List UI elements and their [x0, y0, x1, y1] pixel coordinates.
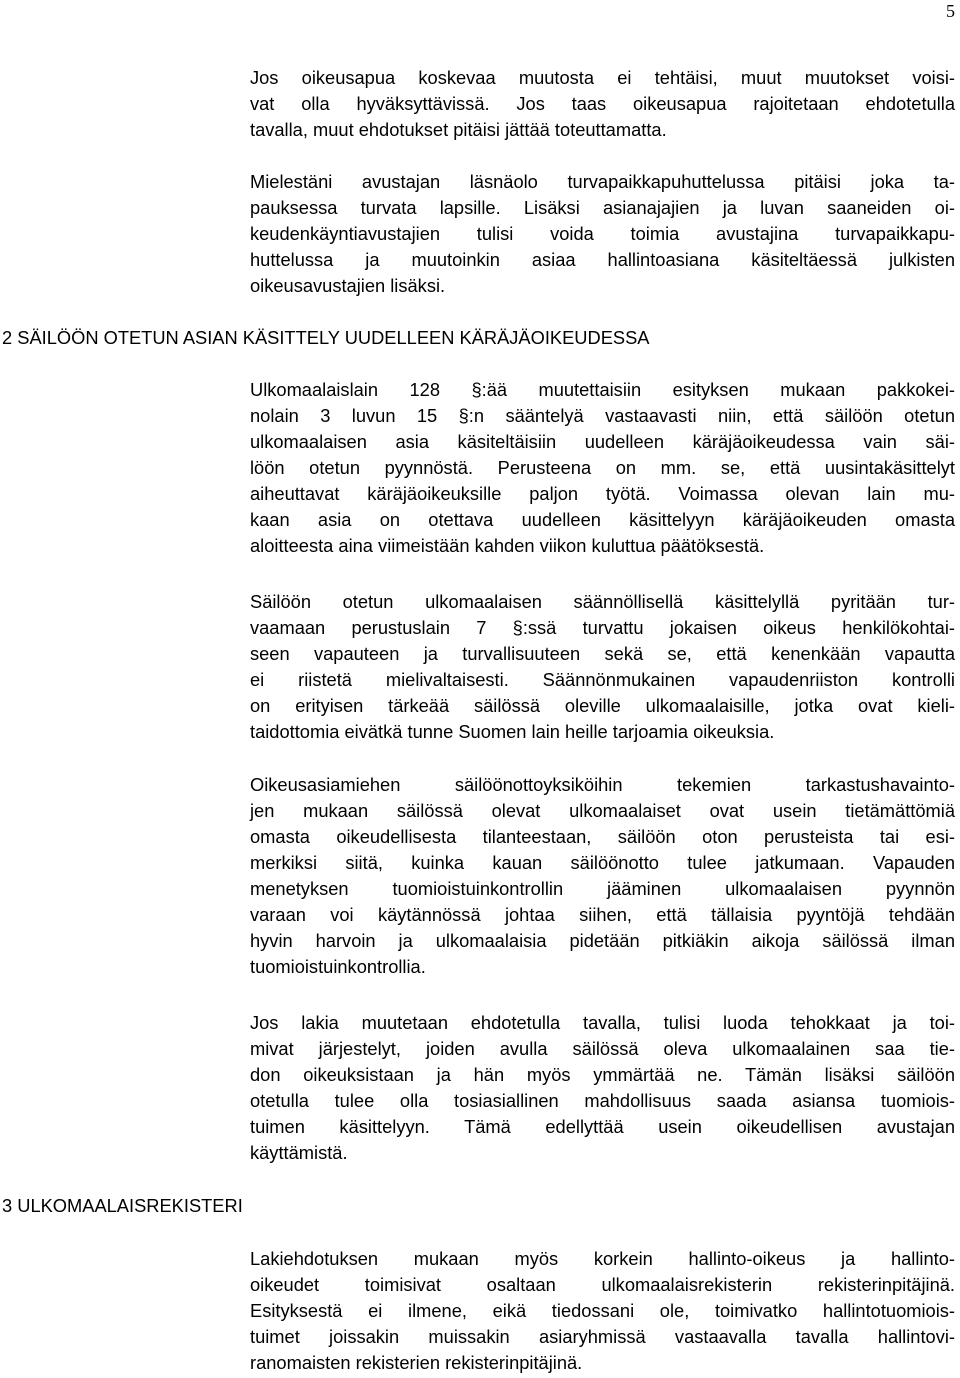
text-line: vaamaan perustuslain 7 §:ssä turvattu jokaisen oikeus henkilökohtai- [250, 617, 955, 638]
paragraph-counsel-presence [250, 169, 955, 299]
text-line: tuimet joissakin muissakin asiaryhmissä vastaavalla tavalla hallintovi- [250, 1326, 955, 1347]
text-line: merkiksi siitä, kuinka kauan säilöönotto tulee jatkumaan. Vapauden [250, 852, 955, 873]
paragraph-ombudsman-findings [250, 772, 955, 980]
text-line: keudenkäyntiavustajien tulisi voida toimia avustajina turvapaikkapu- [250, 223, 955, 244]
text-line: Oikeusasiamiehen säilöönottoyksiköihin tekemien tarkastushavainto- [250, 774, 955, 795]
text-line: otetulla tulee olla tosiasiallinen mahdollisuus saada asiansa tuomiois- [250, 1090, 955, 1111]
text-line: Ulkomaalaislain 128 §:ää muutettaisiin esityksen mukaan pakkokei- [250, 379, 955, 400]
text-line: ei riistetä mielivaltaisesti. Säännönmukainen vapaudenriiston kontrolli [250, 669, 955, 690]
text-line: Jos oikeusapua koskevaa muutosta ei tehtäisi, muut muutokset voisi- [250, 67, 955, 88]
text-line: kaan asia on otettava uudelleen käsittelyyn käräjäoikeuden omasta [250, 509, 955, 530]
text-line: Jos lakia muutetaan ehdotetulla tavalla, tulisi luoda tehokkaat ja toi- [250, 1012, 955, 1033]
text-line: löön otetun pyynnöstä. Perusteena on mm. se, että uusintakäsittelyt [250, 457, 955, 478]
text-line: Säilöön otetun ulkomaalaisen säännöllisellä käsittelyllä pyritään tur- [250, 591, 955, 612]
text-line: oikeusavustajien lisäksi. [250, 275, 446, 296]
text-line: ulkomaalaisen asia käsiteltäisiin uudelleen käräjäoikeudessa vain säi- [250, 431, 955, 452]
paragraph-section-128 [250, 377, 955, 559]
page-number: 5 [946, 1, 955, 21]
text-line: ranomaisten rekisterien rekisterinpitäjinä. [250, 1352, 583, 1373]
text-line: menetyksen tuomioistuinkontrollin jääminen ulkomaalaisen pyynnön [250, 878, 955, 899]
text-line: tuimen käsittelyyn. Tämä edellyttää usein oikeudellisen avustajan [250, 1116, 955, 1137]
text-line: Lakiehdotuksen mukaan myös korkein hallinto-oikeus ja hallinto- [250, 1248, 955, 1269]
text-line: varaan voi käytännössä johtaa siihen, että tällaisia pyyntöjä tehdään [250, 904, 955, 925]
section-heading-2: 2 SÄILÖÖN OTETUN ASIAN KÄSITTELY UUDELLEEN KÄRÄJÄOIKEUDESSA [2, 327, 650, 348]
paragraph-regular-review [250, 589, 955, 745]
text-line: huttelussa ja muutoinkin asiaa hallintoasiana käsiteltäessä julkisten [250, 249, 955, 270]
paragraph-foreigner-register [250, 1246, 955, 1376]
text-line: aiheuttavat käräjäoikeuksille paljon työtä. Voimassa olevan lain mu- [250, 483, 955, 504]
text-line: oikeudet toimisivat osaltaan ulkomaalaisrekisterin rekisterinpitäjinä. [250, 1274, 955, 1295]
text-line: käyttämistä. [250, 1142, 348, 1163]
text-line: pauksessa turvata lapsille. Lisäksi asianajajien ja luvan saaneiden oi- [250, 197, 955, 218]
text-line: omasta oikeudellisesta tilanteestaan, säilöön oton perusteista tai esi- [250, 826, 955, 847]
paragraph-legal-aid-changes [250, 65, 955, 143]
text-line: tuomioistuinkontrollia. [250, 956, 426, 977]
text-line: Mielestäni avustajan läsnäolo turvapaikkapuhuttelussa pitäisi joka ta- [250, 171, 955, 192]
section-heading-3: 3 ULKOMAALAISREKISTERI [2, 1195, 243, 1216]
text-line: on erityisen tärkeää säilössä oleville ulkomaalaisille, jotka ovat kieli- [250, 695, 955, 716]
text-line: seen vapauteen ja turvallisuuteen sekä se, että kenenkään vapautta [250, 643, 955, 664]
text-line: mivat järjestelyt, joiden avulla säilössä oleva ulkomaalainen saa tie- [250, 1038, 955, 1059]
text-line: hyvin harvoin ja ulkomaalaisia pidetään pitkiäkin aikoja säilössä ilman [250, 930, 955, 951]
text-line: taidottomia eivätkä tunne Suomen lain heille tarjoamia oikeuksia. [250, 721, 775, 742]
text-line: Esityksestä ei ilmene, eikä tiedossani ole, toimivatko hallintotuomiois- [250, 1300, 955, 1321]
text-line: jen mukaan säilössä olevat ulkomaalaiset ovat usein tietämättömiä [250, 800, 955, 821]
text-line: aloitteesta aina viimeistään kahden viikon kuluttua päätöksestä. [250, 535, 765, 556]
paragraph-effective-arrangements [250, 1010, 955, 1166]
text-line: vat olla hyväksyttävissä. Jos taas oikeusapua rajoitetaan ehdotetulla [250, 93, 955, 114]
text-line: tavalla, muut ehdotukset pitäisi jättää toteuttamatta. [250, 119, 667, 140]
text-line: don oikeuksistaan ja hän myös ymmärtää ne. Tämän lisäksi säilöön [250, 1064, 955, 1085]
text-line: nolain 3 luvun 15 §:n sääntelyä vastaavasti niin, että säilöön otetun [250, 405, 955, 426]
